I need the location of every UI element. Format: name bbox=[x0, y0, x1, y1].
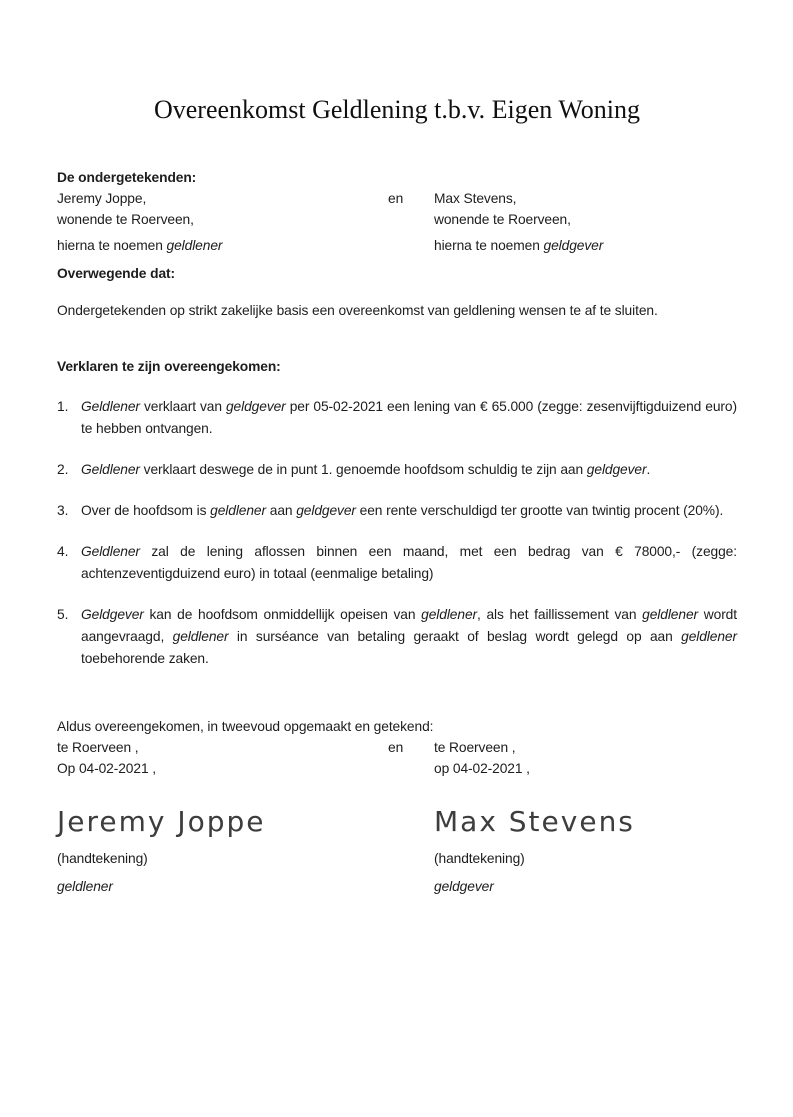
signature-caption-left: (handtekening) bbox=[57, 851, 148, 866]
closing-intro: Aldus overeengekomen, in tweevoud opgemaakt en getekend: bbox=[57, 719, 434, 734]
closing-columns bbox=[57, 737, 737, 897]
item-number: 1. bbox=[57, 399, 69, 414]
spacer bbox=[388, 758, 434, 779]
closing-date-left: Op 04-02-2021 , bbox=[57, 761, 156, 776]
item-number: 3. bbox=[57, 503, 69, 518]
spacer bbox=[388, 869, 434, 897]
item-number: 5. bbox=[57, 607, 69, 622]
agreement-item-2 bbox=[57, 459, 737, 481]
item-text: Geldlener verklaart van geldgever per 05-02-2021 een lening van € 65.000 (zegge: zesenvijftigduizend euro) te hebben ontvangen. bbox=[81, 399, 737, 436]
recitals-heading: Overwegende dat: bbox=[57, 266, 176, 281]
designation-prefix: hierna te noemen bbox=[57, 238, 167, 253]
recitals-paragraph: Ondergetekenden op strikt zakelijke basis een overeenkomst van geldlening wensen te af te sluiten. bbox=[57, 303, 658, 318]
closing-place-left: te Roerveen , bbox=[57, 740, 139, 755]
geldlener-designation-term: geldlener bbox=[166, 238, 223, 253]
geldgever-designation bbox=[434, 230, 737, 256]
document-title: Overeenkomst Geldlening t.b.v. Eigen Woning bbox=[153, 95, 641, 124]
closing-place-right: te Roerveen , bbox=[434, 740, 516, 755]
item-number: 2. bbox=[57, 462, 69, 477]
item-text: Over de hoofdsom is geldlener aan geldgever een rente verschuldigd ter grootte van twintig procent (20%). bbox=[81, 503, 724, 518]
item-text: Geldlener zal de lening aflossen binnen een maand, met een bedrag van € 78000,- (zegge: achtenzeventigduizend euro) in totaal (eenmalige betaling) bbox=[81, 544, 737, 581]
spacer bbox=[388, 779, 434, 839]
parties-columns bbox=[57, 188, 737, 256]
geldlener-residence: wonende te Roerveen, bbox=[57, 212, 194, 227]
geldgever-residence: wonende te Roerveen, bbox=[434, 212, 571, 227]
agreements-heading: Verklaren te zijn overeengekomen: bbox=[57, 359, 281, 374]
geldlener-designation bbox=[57, 230, 388, 256]
spacer bbox=[388, 209, 434, 230]
item-text: Geldgever kan de hoofdsom onmiddellijk opeisen van geldlener, als het faillissement van geldlener wordt aangevraagd, geldlener in surséance van betaling geraakt of beslag wordt gelegd op aan geldlener toebehorende zaken. bbox=[81, 607, 737, 666]
agreement-item-5 bbox=[57, 604, 737, 670]
spacer bbox=[388, 839, 434, 869]
agreement-item-3 bbox=[57, 500, 737, 522]
geldgever-designation-term: geldgever bbox=[543, 238, 604, 253]
item-text: Geldlener verklaart deswege de in punt 1. genoemde hoofdsom schuldig te zijn aan geldgever. bbox=[81, 462, 651, 477]
role-label-right: geldgever bbox=[434, 879, 494, 894]
parties-connector: en bbox=[388, 191, 404, 206]
agreement-item-1 bbox=[57, 396, 737, 440]
geldgever-signature: Max Stevens bbox=[434, 805, 635, 838]
item-number: 4. bbox=[57, 544, 69, 559]
role-label-left: geldlener bbox=[57, 879, 113, 894]
spacer bbox=[388, 230, 434, 256]
designation-prefix: hierna te noemen bbox=[434, 238, 544, 253]
parties-heading: De ondergetekenden: bbox=[57, 170, 197, 185]
geldlener-signature: Jeremy Joppe bbox=[57, 805, 266, 838]
signature-caption-right: (handtekening) bbox=[434, 851, 525, 866]
geldgever-name: Max Stevens, bbox=[434, 191, 517, 206]
geldlener-name: Jeremy Joppe, bbox=[57, 191, 147, 206]
closing-connector: en bbox=[388, 740, 404, 755]
closing-date-right: op 04-02-2021 , bbox=[434, 761, 530, 776]
agreement-item-4 bbox=[57, 541, 737, 585]
